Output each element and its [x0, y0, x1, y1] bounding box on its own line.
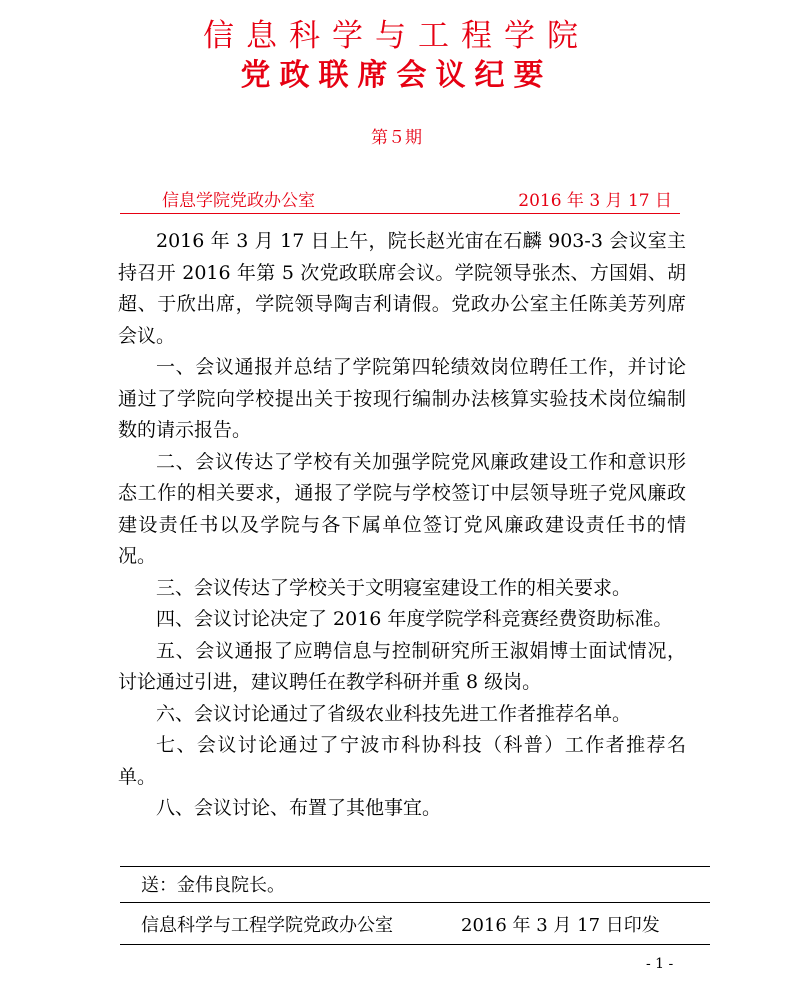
org-title: 信息科学与工程学院	[203, 18, 590, 54]
paragraph-item-1: 一、会议通报并总结了学院第四轮绩效岗位聘任工作，并讨论通过了学院向学校提出关于按现行编制办法核算实验技术岗位编制数的请示报告。	[118, 356, 686, 441]
issuing-office: 信息学院党政办公室	[162, 191, 315, 211]
footer-divider-middle	[120, 902, 710, 903]
issue-date: 2016 年 3 月 17 日印发	[461, 915, 660, 936]
header-date: 2016 年 3 月 17 日	[518, 191, 672, 211]
paragraph-item-6: 六、会议讨论通过了省级农业科技先进工作者推荐名单。	[156, 702, 632, 725]
red-divider	[120, 213, 680, 214]
paragraph-item-5: 五、会议通报了应聘信息与控制研究所王淑娟博士面试情况，讨论通过引进，建议聘任在教学科研并重 8 级岗。	[118, 639, 686, 693]
page-number: - 1 -	[646, 956, 674, 972]
issuer-name: 信息科学与工程学院党政办公室	[141, 915, 393, 936]
paragraph-intro: 2016 年 3 月 17 日上午，院长赵光宙在石麟 903-3 会议室主持召开 2016 年第 5 次党政联席会议。学院领导张杰、方国娟、胡超、于欣出席，学院领导陶吉利请假。党政办公室主任陈美芳列席会议。	[118, 230, 686, 347]
paragraph-item-8: 八、会议讨论、布置了其他事宜。	[156, 797, 442, 819]
paragraph-item-2: 二、会议传达了学校有关加强学院党风廉政建设工作和意识形态工作的相关要求，通报了学院与学校签订中层领导班子党风廉政建设责任书以及学院与各下属单位签订党风廉政建设责任书的情况。	[118, 450, 686, 567]
issue-number: 第５期	[371, 128, 422, 148]
paragraph-item-3: 三、会议传达了学校关于文明寝室建设工作的相关要求。	[156, 576, 632, 599]
footer-divider-bottom	[120, 944, 710, 945]
recipients-line: 送：金伟良院长。	[141, 875, 285, 896]
document-title: 党政联席会议纪要	[240, 58, 553, 93]
paragraph-item-7: 七、会议讨论通过了宁波市科协科技（科普）工作者推荐名单。	[118, 734, 686, 788]
header-row	[120, 190, 680, 214]
minutes-body	[118, 226, 686, 825]
footer-divider-top	[120, 866, 710, 867]
paragraph-item-4: 四、会议讨论决定了 2016 年度学院学科竞赛经费资助标准。	[156, 608, 673, 630]
